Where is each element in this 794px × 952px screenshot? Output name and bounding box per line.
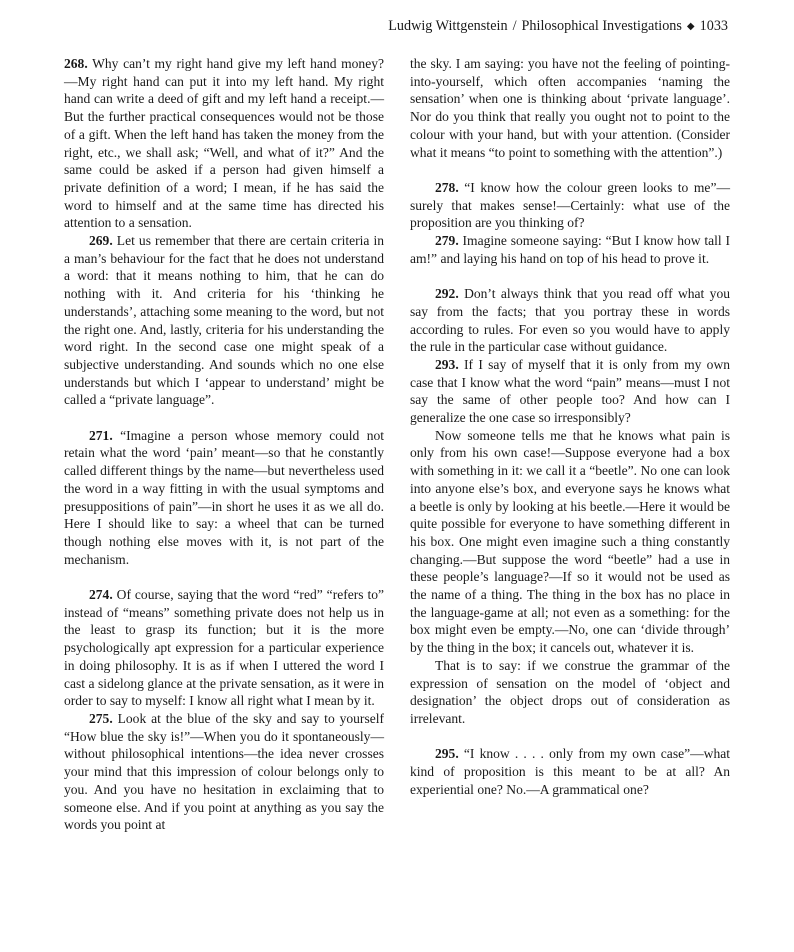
section-293-paragraph-3 xyxy=(410,657,730,728)
header-author: Ludwig Wittgenstein xyxy=(388,18,508,34)
section-271 xyxy=(64,427,384,569)
section-number: 275. xyxy=(89,710,113,726)
section-number: 274. xyxy=(89,587,113,603)
section-number: 293. xyxy=(435,356,459,372)
header-separator: / xyxy=(512,18,517,34)
section-text: Now someone tells me that he knows what pain is only from his own case!—Suppose everyone had a box with something in it: we call it a “beetle”. No one can look into anyone else’s box, and everyone says he knows what a beetle is only by looking at his beetle.—Here it would be quite possible for everyone to have something different in his box. One might even imagine such a thing constantly changing.—But suppose the word “beetle” had a use in these people’s language?—If so it would not be used as the name of a thing. The thing in the box has no place in the language-game at all; not even as a something: for the box might even be empty.—No, one can ‘divide through’ by the thing in the box; it cancels out, whatever it is. xyxy=(410,427,730,656)
section-295 xyxy=(410,745,730,798)
diamond-ornament-icon: ◆ xyxy=(686,21,695,32)
running-header xyxy=(388,18,728,35)
left-column xyxy=(64,55,384,834)
section-text: That is to say: if we construe the grammar of the expression of sensation on the model of ‘object and designation’ the object drops out of consideration as irrelevant. xyxy=(410,657,730,726)
section-text: Look at the blue of the sky and say to yourself “How blue the sky is!”—When you do it spontaneously—without philosophical intentions—the idea never crosses your mind that this impression of colour belongs only to you. And you have no hesitation in exclaiming that to someone else. And if you point at anything as you say the words you point at xyxy=(64,710,385,833)
section-text: the sky. I am saying: you have not the feeling of pointing-into-yourself, which often accompanies ‘naming the sensation’ when one is thinking about ‘private language’. Nor do you think that really you ought not to point to the colour with your hand, but with your attention. (Consider what it means “to point to something with the attention”.) xyxy=(410,56,730,160)
section-number: 292. xyxy=(435,286,459,302)
section-293 xyxy=(410,356,730,427)
section-292 xyxy=(410,285,730,356)
section-293-paragraph-2 xyxy=(410,427,730,657)
right-column xyxy=(410,55,730,798)
section-number: 268. xyxy=(64,56,88,71)
header-title: Philosophical Investigations xyxy=(521,18,682,34)
section-text: Why can’t my right hand give my left hand money?—My right hand can put it into my left hand. My right hand can write a deed of gift and my left hand a receipt.—But the further practical consequences would not be those of a gift. When the left hand has taken the money from the right, etc., we shall ask; “Well, and what of it?” And the same could be asked if a person had given himself a private definition of a word; I mean, if he has said the word to himself and at the same time has directed his attention to a sensation. xyxy=(64,56,384,231)
section-text: Don’t always think that you read off what you say from the facts; that you portray these in words according to rules. For even so you would have to apply the rule in the particular case without guidance. xyxy=(410,286,730,355)
section-279 xyxy=(410,232,730,267)
section-number: 269. xyxy=(89,233,113,249)
section-number: 279. xyxy=(435,233,459,249)
section-text: If I say of myself that it is only from my own case that I know what the word “pain” means—must I not say the same of other people too? And how can I generalize the one case so irresponsibly? xyxy=(410,356,731,426)
section-268 xyxy=(64,55,384,232)
section-text: Of course, saying that the word “red” “refers to” instead of “means” something private does not help us in the least to grasp its function; but it is the more psychologically apt expression for a particular experience in doing philosophy. It is as if when I uttered the word I cast a sidelong glance at the private sensation, as it were in order to say to myself: I know all right what I mean by it. xyxy=(64,587,385,709)
section-269 xyxy=(64,232,384,409)
section-text: “Imagine a person whose memory could not retain what the word ‘pain’ meant—so that he constantly called different things by the name—but nevertheless used the word in a way fitting in with the usual symptoms and presuppositions of pain”—in short he uses it as we all do. Here I should like to say: a wheel that can be turned though nothing else moves with it, is not part of the mechanism. xyxy=(64,427,385,567)
section-number: 278. xyxy=(435,179,459,195)
section-274 xyxy=(64,586,384,710)
section-number: 295. xyxy=(435,746,459,762)
section-number: 271. xyxy=(89,427,113,443)
section-text: Imagine someone saying: “But I know how tall I am!” and laying his hand on top of his head to prove it. xyxy=(410,233,730,266)
section-text: “I know . . . . only from my own case”—what kind of proposition is this meant to be at all? An experiential one? No.—A grammatical one? xyxy=(410,746,730,797)
page-number: 1033 xyxy=(699,18,728,34)
section-text: “I know how the colour green looks to me”—surely that makes sense!—Certainly: what use of the proposition are you thinking of? xyxy=(410,179,731,231)
section-275-continued xyxy=(410,55,730,161)
section-275 xyxy=(64,710,384,834)
section-text: Let us remember that there are certain criteria in a man’s behaviour for the fact that he does not understand a word: that it means nothing to him, that he can do nothing with it. And criteria for his ‘thinking he understands’, attaching some meaning to the word, but not the right one. And, lastly, criteria for his understanding the word right. In the second case one might speak of a subjective understanding. And sounds which no one else understands but which I ‘appear to understand’ might be called a “private language”. xyxy=(64,233,385,408)
section-278 xyxy=(410,179,730,232)
